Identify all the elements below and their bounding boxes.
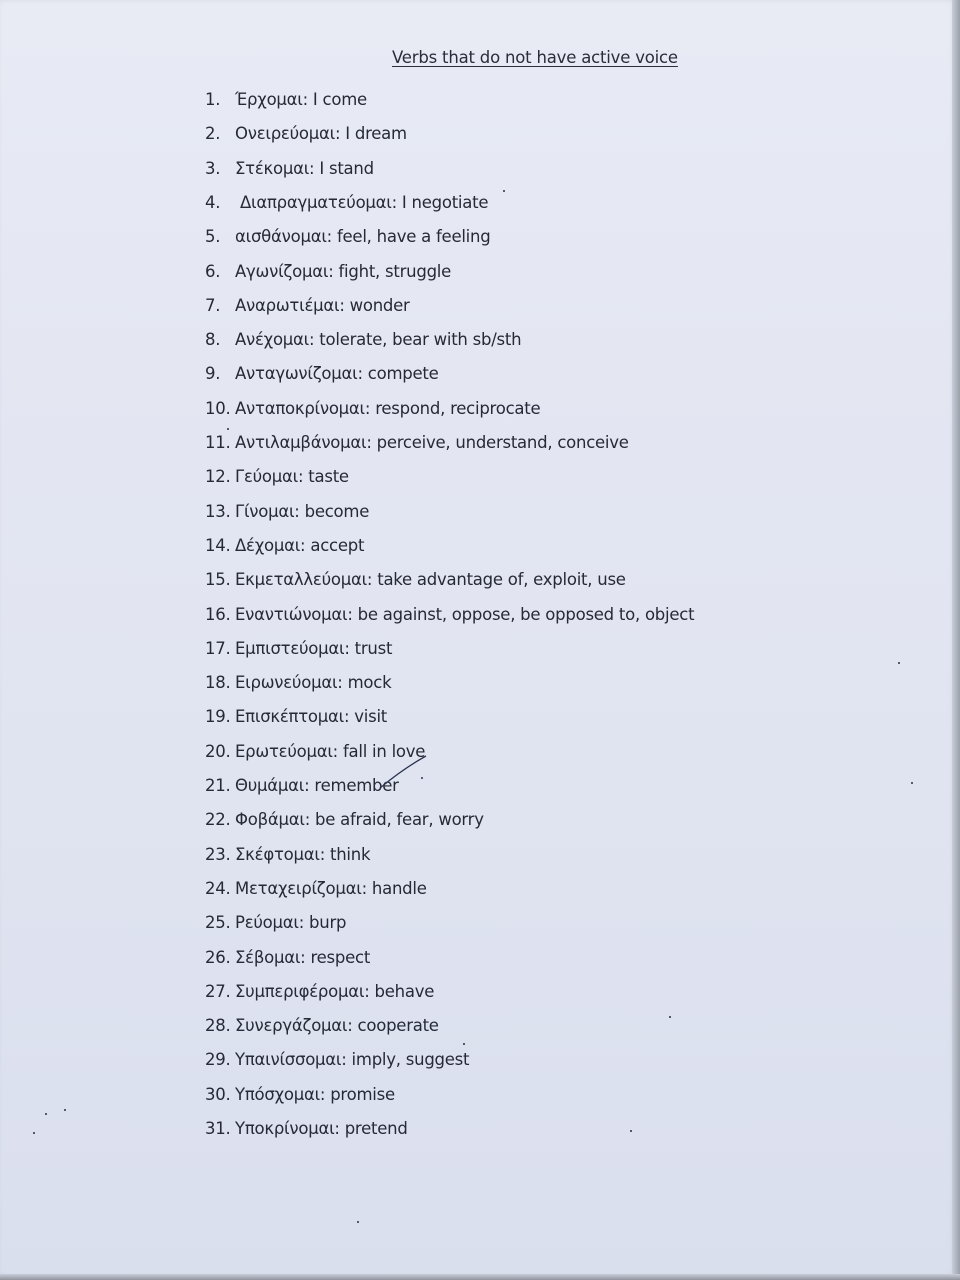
- list-item-text: Εναντιώνομαι: be against, oppose, be opposed to, object: [235, 604, 695, 624]
- list-item-number: 9.: [205, 364, 221, 384]
- list-item-text: Έρχομαι: I come: [235, 90, 367, 109]
- list-item-text: Διαπραγματεύομαι: I negotiate: [240, 192, 489, 212]
- list-item-text: Αντιλαμβάνομαι: perceive, understand, conceive: [235, 433, 629, 452]
- list-item-text: Μεταχειρίζομαι: handle: [235, 878, 427, 898]
- list-item-text: Στέκομαι: I stand: [235, 158, 374, 178]
- list-item-text: Εμπιστεύομαι: trust: [235, 638, 393, 658]
- list-item: [205, 673, 391, 697]
- list-item-number: 22.: [205, 810, 231, 830]
- list-item-number: 1.: [205, 90, 221, 109]
- list-item-number: 23.: [205, 844, 231, 864]
- list-item-text: Εκμεταλλεύομαι: take advantage of, exploit, use: [235, 570, 626, 590]
- list-item: [205, 707, 387, 731]
- list-item: [205, 536, 364, 560]
- paper-speck: [669, 1016, 671, 1018]
- paper-speck: [64, 1109, 66, 1111]
- paper-speck: [630, 1130, 632, 1132]
- list-item-number: 14.: [205, 535, 231, 555]
- list-item-number: 10.: [205, 398, 231, 418]
- list-item: [205, 296, 410, 320]
- list-item: [205, 948, 370, 972]
- paper-edge-right: [952, 0, 960, 1280]
- list-item: [205, 1085, 395, 1109]
- list-item: [205, 193, 488, 217]
- paper-speck: [911, 782, 913, 784]
- list-item-text: Ερωτεύομαι: fall in love: [235, 741, 426, 761]
- list-item: [205, 982, 434, 1006]
- list-item-text: Φοβάμαι: be afraid, fear, worry: [235, 810, 484, 830]
- list-item-number: 25.: [205, 913, 231, 933]
- list-item-number: 18.: [205, 673, 231, 693]
- list-item: [205, 364, 439, 388]
- pen-mark-icon: [378, 748, 438, 798]
- paper-speck: [227, 428, 229, 430]
- list-item-number: 5.: [205, 227, 221, 247]
- list-item-number: 15.: [205, 570, 231, 590]
- list-item-text: Υπόσχομαι: promise: [235, 1084, 395, 1104]
- list-item-text: Αγωνίζομαι: fight, struggle: [235, 261, 452, 281]
- list-item-text: Επισκέπτομαι: visit: [235, 707, 388, 727]
- list-item-text: Θυμάμαι: remember: [235, 776, 399, 795]
- list-item-number: 31.: [205, 1119, 231, 1138]
- paper-speck: [33, 1132, 35, 1134]
- list-item-number: 4.: [205, 192, 221, 212]
- list-item-text: Υποκρίνομαι: pretend: [235, 1119, 408, 1138]
- list-item: [205, 90, 367, 114]
- list-item: [205, 124, 407, 148]
- document-title: Verbs that do not have active voice: [392, 48, 678, 67]
- paper-speck: [463, 1043, 465, 1045]
- list-item-number: 26.: [205, 947, 231, 967]
- list-item-text: Δέχομαι: accept: [235, 535, 365, 555]
- list-item-number: 6.: [205, 261, 221, 281]
- list-item: [205, 330, 521, 354]
- list-item-number: 29.: [205, 1050, 231, 1070]
- list-item-text: Γίνομαι: become: [235, 501, 370, 521]
- list-item-text: Συνεργάζομαι: cooperate: [235, 1016, 439, 1036]
- list-item-number: 28.: [205, 1016, 231, 1036]
- list-item-number: 2.: [205, 124, 221, 144]
- list-item-number: 8.: [205, 330, 221, 350]
- list-item-text: αισθάνομαι: feel, have a feeling: [235, 227, 491, 247]
- list-item-text: Ρεύομαι: burp: [235, 913, 347, 933]
- list-item-number: 24.: [205, 878, 231, 898]
- list-item: [205, 570, 626, 594]
- list-item-number: 3.: [205, 158, 221, 178]
- list-item-text: Ειρωνεύομαι: mock: [235, 673, 392, 693]
- list-item: [205, 399, 540, 423]
- list-item: [205, 262, 451, 286]
- list-item: [205, 467, 349, 491]
- list-item: [205, 810, 484, 834]
- list-item: [205, 605, 694, 629]
- paper-speck: [45, 1113, 47, 1115]
- list-item-number: 20.: [205, 741, 231, 761]
- list-item-text: Ανταποκρίνομαι: respond, reciprocate: [235, 398, 541, 418]
- list-item-text: Ονειρεύομαι: I dream: [235, 124, 407, 144]
- list-item: [205, 433, 629, 457]
- list-item-text: Υπαινίσσομαι: imply, suggest: [235, 1050, 470, 1070]
- list-item-text: Σκέφτομαι: think: [235, 844, 371, 864]
- list-item: [205, 879, 427, 903]
- list-item: [205, 1119, 408, 1143]
- list-item: [205, 159, 374, 183]
- list-item-number: 17.: [205, 638, 231, 658]
- list-item-number: 7.: [205, 295, 221, 315]
- list-item-number: 30.: [205, 1084, 231, 1104]
- paper-edge-bottom: [0, 1274, 960, 1280]
- list-item-number: 21.: [205, 776, 231, 795]
- list-item: [205, 776, 399, 800]
- list-item-number: 16.: [205, 604, 231, 624]
- list-item-number: 13.: [205, 501, 231, 521]
- list-item: [205, 502, 369, 526]
- list-item: [205, 845, 370, 869]
- paper-speck: [503, 190, 505, 192]
- list-item: [205, 227, 490, 251]
- paper-speck: [898, 662, 900, 664]
- list-item: [205, 1050, 469, 1074]
- paper-speck: [357, 1221, 359, 1223]
- list-item: [205, 1016, 439, 1040]
- list-item: [205, 639, 392, 663]
- list-item-number: 27.: [205, 981, 231, 1001]
- list-item-text: Αναρωτιέμαι: wonder: [235, 295, 410, 315]
- list-item-text: Ανταγωνίζομαι: compete: [235, 364, 439, 384]
- list-item-text: Συμπεριφέρομαι: behave: [235, 981, 435, 1001]
- list-item-number: 19.: [205, 707, 231, 727]
- list-item: [205, 913, 346, 937]
- list-item-number: 11.: [205, 433, 231, 452]
- list-item-text: Ανέχομαι: tolerate, bear with sb/sth: [235, 330, 522, 350]
- list-item-text: Σέβομαι: respect: [235, 947, 371, 967]
- list-item-text: Γεύομαι: taste: [235, 467, 349, 487]
- list-item-number: 12.: [205, 467, 231, 487]
